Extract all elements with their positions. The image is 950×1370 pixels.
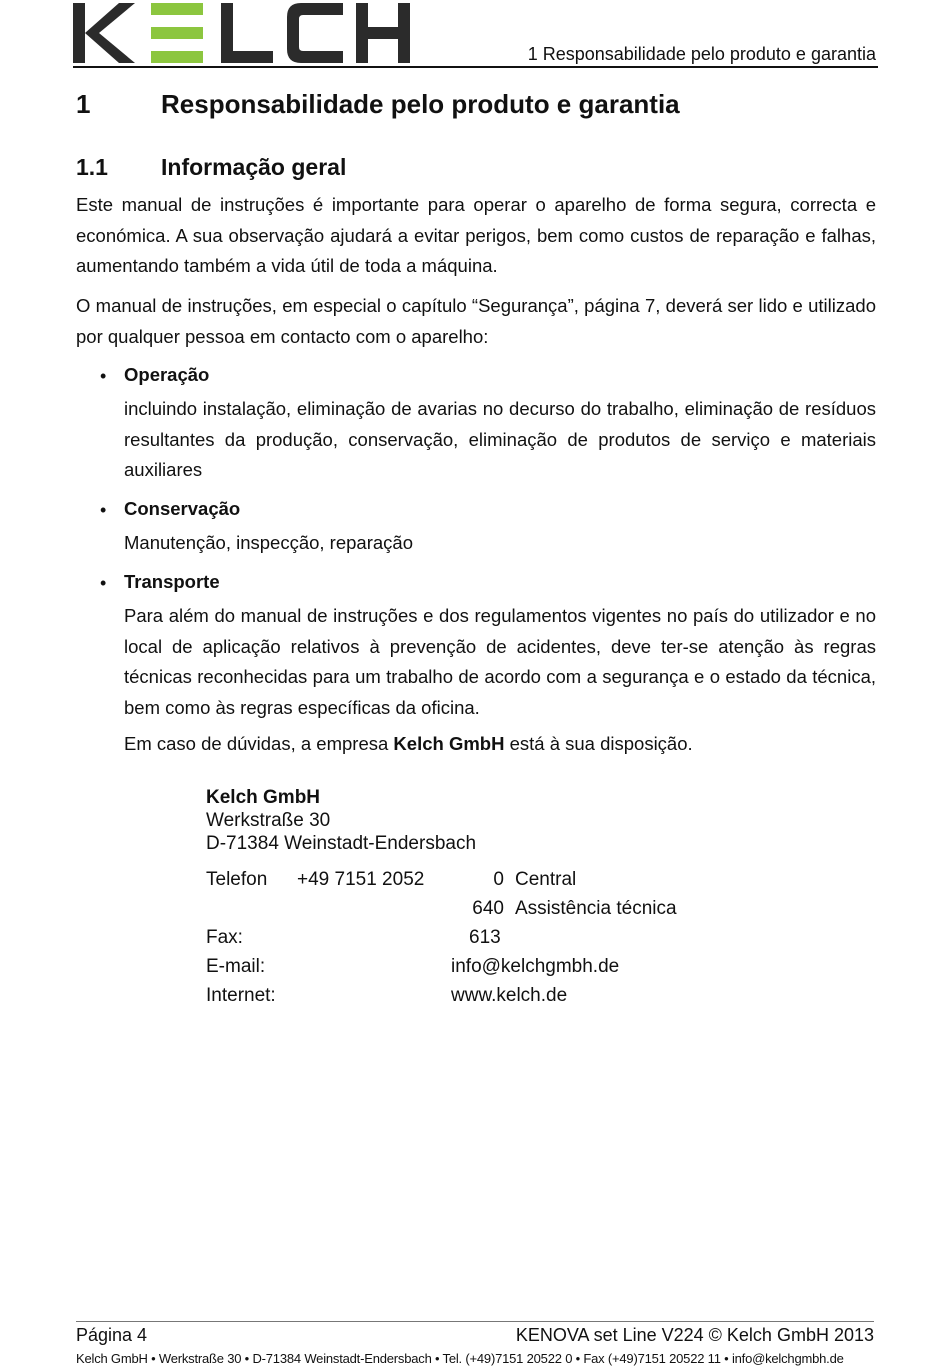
company-city: D-71384 Weinstadt-Endersbach	[206, 833, 477, 854]
manual-usage-paragraph: O manual de instruções, em especial o capítulo “Segurança”, página 7, deverá ser lido e utilizado por qualquer pessoa em contacto com o aparelho:	[76, 295, 876, 347]
list-item-title-operacao: Operação	[124, 364, 210, 385]
footer-page-number: Página 4	[76, 1325, 148, 1345]
company-street: Werkstraße 30	[206, 810, 331, 831]
email-link[interactable]: info@kelchgmbh.de	[451, 956, 620, 977]
section-heading	[76, 154, 346, 181]
internet-label: Internet:	[206, 985, 276, 1006]
section-number: 1.1	[76, 154, 108, 180]
contact-intro-before: Em caso de dúvidas, a empresa	[124, 733, 394, 754]
footer-document-info: KENOVA set Line V224 © Kelch GmbH 2013	[515, 1325, 874, 1345]
phone-label: Telefon	[206, 869, 268, 890]
chapter-title: Responsabilidade pelo produto e garantia	[161, 89, 680, 119]
list-item-title-transporte: Transporte	[124, 571, 220, 592]
chapter-heading	[76, 89, 680, 120]
section-title: Informação geral	[161, 154, 347, 180]
contact-intro-company: Kelch GmbH	[393, 733, 505, 754]
email-label: E-mail:	[206, 956, 266, 977]
contact-intro-after: está à sua disposição.	[504, 733, 693, 754]
contact-intro	[124, 733, 693, 755]
phone-ext-support-label: Assistência técnica	[515, 898, 677, 919]
intro-paragraph: Este manual de instruções é importante para operar o aparelho de forma segura, correcta e económica. A sua observação ajudará a evitar perigos, bem como custos de reparação e falhas, aumentando também a vida útil de toda a máquina.	[76, 194, 876, 276]
footer-address-line: Kelch GmbH • Werkstraße 30 • D-71384 Weinstadt-Endersbach • Tel. (+49)7151 20522 0 • Fax (+49)7151 20522 11 • info@kelchgmbh.de	[76, 1351, 844, 1366]
list-item-text-conservacao: Manutenção, inspecção, reparação	[124, 532, 413, 553]
chapter-number: 1	[76, 89, 91, 119]
list-item-title-conservacao: Conservação	[124, 498, 241, 519]
fax-value: 613	[469, 927, 501, 948]
phone-ext-central: 0	[493, 869, 504, 890]
bullet-icon: •	[100, 573, 107, 593]
company-name: Kelch GmbH	[206, 787, 321, 808]
bullet-icon: •	[100, 500, 107, 520]
footer-divider	[76, 1321, 874, 1322]
list-item-text-operacao: incluindo instalação, eliminação de avarias no decurso do trabalho, eliminação de resíduos resultantes da produção, conservação, eliminação de produtos de serviço e materiais auxiliares	[124, 398, 876, 480]
phone-ext-support: 640	[472, 898, 504, 919]
list-item-text-transporte: Para além do manual de instruções e dos regulamentos vigentes no país do utilizador e no local de aplicação relativos à prevenção de acidentes, deve ter-se atenção às regras técnicas reconhecidas para um trabalho de acordo com a segurança e o estado da técnica, bem como às regras específicas da oficina.	[124, 605, 876, 718]
phone-ext-central-label: Central	[515, 869, 577, 890]
website-link[interactable]: www.kelch.de	[451, 985, 568, 1006]
bullet-icon: •	[100, 366, 107, 386]
header-section-title: 1 Responsabilidade pelo produto e garantia	[527, 44, 876, 64]
phone-number: +49 7151 2052	[297, 869, 425, 890]
kelch-logo	[73, 3, 413, 65]
header-divider	[73, 66, 878, 68]
fax-label: Fax:	[206, 927, 243, 948]
